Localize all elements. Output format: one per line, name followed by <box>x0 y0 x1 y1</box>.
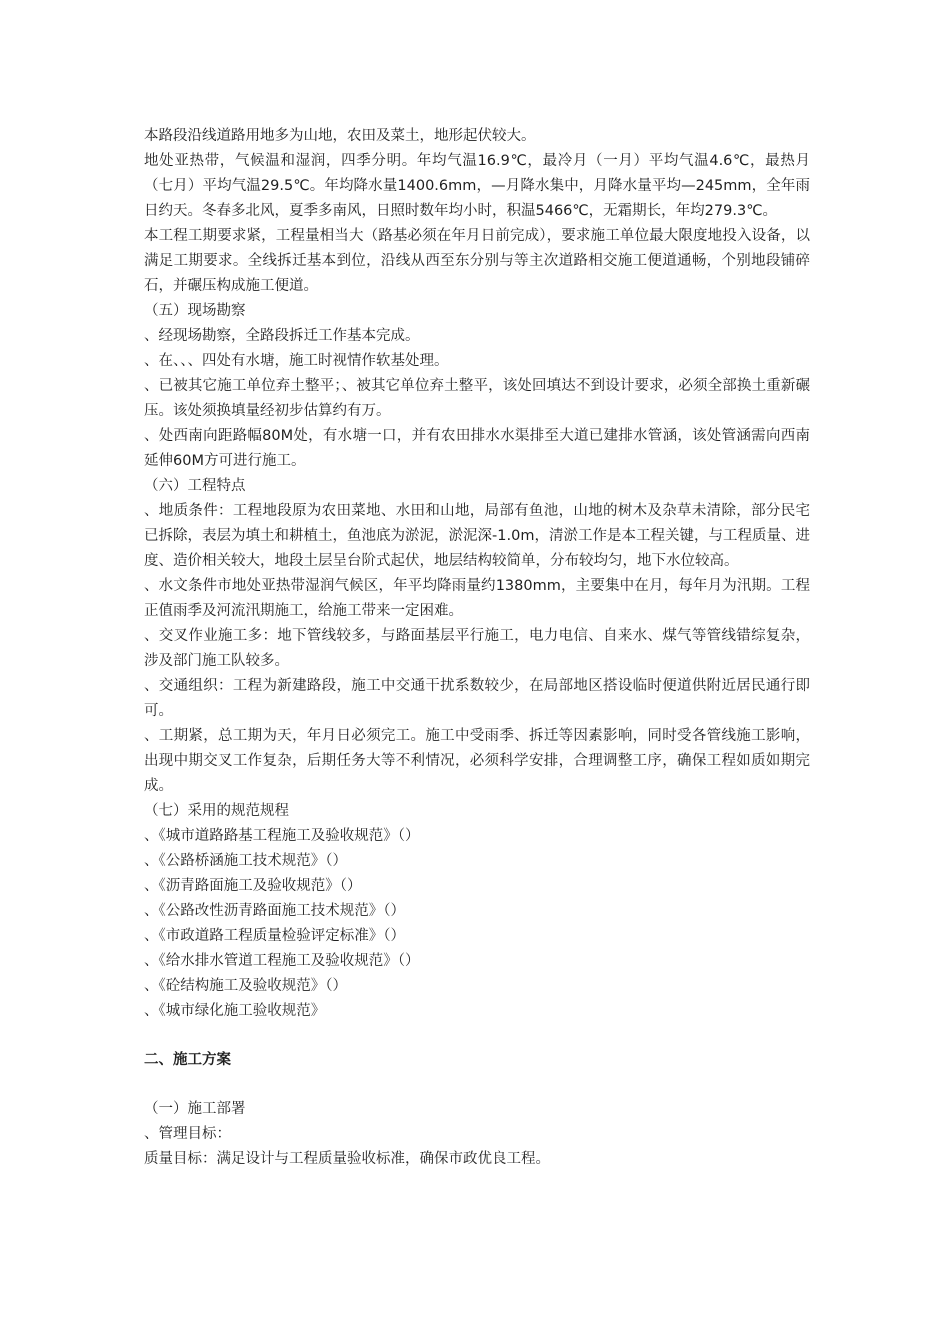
standard-item: 、《城市绿化施工验收规范》 <box>144 1003 326 1019</box>
standard-item: 、《砼结构施工及验收规范》（） <box>144 978 347 994</box>
list-item: 、管理目标： <box>144 1126 231 1142</box>
list-item: 、处西南向距路幅80M处，有水塘一口，并有农田排水水渠排至大道已建排水管涵，该处管涵需向西南延伸60M方可进行施工。 <box>144 428 810 469</box>
standard-item: 、《公路桥涵施工技术规范》（） <box>144 853 347 869</box>
paragraph-quality-goal: 质量目标：满足设计与工程质量验收标准，确保市政优良工程。 <box>144 1151 550 1167</box>
list-item: 、已被其它施工单位弃土整平；、被其它单位弃土整平，该处回填达不到设计要求，必须全部换土重新碾压。该处须换填量经初步估算约有万。 <box>144 378 810 419</box>
list-item: 、经现场勘察，全路段拆迁工作基本完成。 <box>144 328 420 344</box>
paragraph-climate: 地处亚热带，气候温和湿润，四季分明。年均气温16.9℃，最冷月（一月）平均气温4.6℃，最热月（七月）平均气温29.5℃。年均降水量1400.6mm，—月降水集中，月降水量平均—245mm，全年雨日约天。冬春多北风，夏季多南风，日照时数年均小时，积温5466℃，无霜期长，年均279.3℃。 <box>144 153 810 219</box>
list-item: 、工期紧，总工期为天，年月日必须完工。施工中受雨季、拆迁等因素影响，同时受各管线施工影响，出现中期交叉工作复杂，后期任务大等不利情况，必须科学安排，合理调整工序，确保工程如质如期完成。 <box>144 728 810 794</box>
list-item: 、地质条件：工程地段原为农田菜地、水田和山地，局部有鱼池，山地的树木及杂草未清除，部分民宅已拆除，表层为填土和耕植土，鱼池底为淤泥，淤泥深-1.0m，清淤工作是本工程关键，与工程质量、进度、造价相关较大，地段土层呈台阶式起伏，地层结构较简单，分布较均匀，地下水位较高。 <box>144 503 810 569</box>
subheading-project-features: （六）工程特点 <box>144 478 246 494</box>
list-item: 、水文条件市地处亚热带湿润气候区，年平均降雨量约1380mm，主要集中在月，每年月为汛期。工程正值雨季及河流汛期施工，给施工带来一定困难。 <box>144 578 810 619</box>
standard-item: 、《沥青路面施工及验收规范》（） <box>144 878 362 894</box>
standard-item: 、《公路改性沥青路面施工技术规范》（） <box>144 903 405 919</box>
section-heading: 二、施工方案 <box>144 1052 231 1068</box>
paragraph-terrain: 本路段沿线道路用地多为山地，农田及菜土，地形起伏较大。 <box>144 128 536 144</box>
paragraph-schedule: 本工程工期要求紧，工程量相当大（路基必须在年月日前完成），要求施工单位最大限度地投入设备，以满足工期要求。全线拆迁基本到位，沿线从西至东分别与等主次道路相交施工便道通畅，个别地段铺碎石，并碾压构成施工便道。 <box>144 228 810 294</box>
subheading-site-survey: （五）现场勘察 <box>144 303 246 319</box>
subheading-standards: （七）采用的规范规程 <box>144 803 289 819</box>
document-body <box>144 124 810 1172</box>
standard-item: 、《给水排水管道工程施工及验收规范》（） <box>144 953 420 969</box>
list-item: 、交通组织：工程为新建路段，施工中交通干扰系数较少，在局部地区搭设临时便道供附近居民通行即可。 <box>144 678 810 719</box>
list-item: 、在、、、四处有水塘，施工时视情作软基处理。 <box>144 353 449 369</box>
standard-item: 、《市政道路工程质量检验评定标准》（） <box>144 928 405 944</box>
list-item: 、交叉作业施工多：地下管线较多，与路面基层平行施工，电力电信、自来水、煤气等管线错综复杂，涉及部门施工队较多。 <box>144 628 810 669</box>
standard-item: 、《城市道路路基工程施工及验收规范》（） <box>144 828 420 844</box>
subheading-deployment: （一）施工部署 <box>144 1101 246 1117</box>
